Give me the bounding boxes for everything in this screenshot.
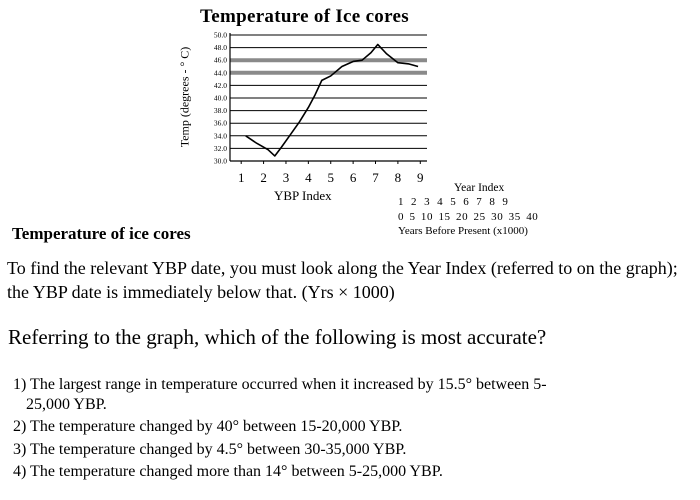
question-text: Referring to the graph, which of the following is most accurate?	[8, 325, 547, 349]
ybp-numbers: 0 5 10 15 20 25 30 35 40	[398, 211, 539, 223]
y-tick-label: 44.0	[213, 68, 227, 78]
answer-option-2[interactable]	[13, 417, 693, 437]
x-tick-label: 8	[394, 170, 402, 185]
answer-option-4-text: 4) The temperature changed more than 14° between 5-25,000 YBP.	[13, 463, 443, 480]
y-tick-label: 30.0	[213, 156, 227, 166]
answer-option-4[interactable]	[13, 462, 693, 482]
temperature-chart	[0, 0, 700, 240]
y-tick-label: 48.0	[213, 43, 227, 53]
x-tick-label: 6	[349, 170, 357, 185]
instruction-text: To find the relevant YBP date, you must look along the Year Index (referred to on the graph); the YBP date is immediately below that. (Yrs × 1000)	[7, 258, 678, 302]
year-index-title: Year Index	[454, 182, 505, 194]
y-tick-label: 36.0	[213, 118, 227, 128]
ybp-caption: Years Before Present (x1000)	[398, 225, 528, 237]
chart-title: Temperature of Ice cores	[200, 6, 409, 27]
answer-option-1-line1: 1) The largest range in temperature occurred when it increased by 15.5° between 5-	[13, 376, 547, 393]
y-axis-label: Temp (degrees - ° C)	[177, 46, 192, 148]
answer-option-3-text: 3) The temperature changed by 4.5° between 30-35,000 YBP.	[13, 441, 407, 458]
x-tick-labels	[238, 170, 424, 185]
answer-option-1[interactable]	[13, 375, 693, 415]
x-tick-label: 1	[237, 170, 245, 185]
y-tick-label: 34.0	[213, 131, 227, 141]
year-index-numbers: 1 2 3 4 5 6 7 8 9	[398, 196, 511, 208]
x-tick-label: 3	[282, 170, 290, 185]
y-tick-labels	[214, 31, 227, 166]
y-tick-label: 42.0	[213, 80, 227, 90]
answer-option-3[interactable]	[13, 440, 693, 460]
y-tick-label: 40.0	[213, 93, 227, 103]
x-tick-label: 9	[417, 170, 424, 185]
y-tick-label: 32.0	[213, 143, 227, 153]
x-tick-label: 2	[260, 170, 267, 185]
answer-option-2-text: 2) The temperature changed by 40° between 15-20,000 YBP.	[13, 418, 403, 435]
y-axis-label-wrap	[174, 32, 196, 162]
x-axis-label: YBP Index	[274, 188, 332, 203]
answer-option-1-line2: 25,000 YBP.	[26, 396, 107, 413]
x-tick-label: 5	[327, 170, 334, 185]
y-tick-label: 38.0	[213, 106, 227, 116]
figure-caption: Temperature of ice cores	[12, 224, 191, 243]
y-tick-label: 50.0	[213, 30, 227, 40]
x-tick-label: 7	[372, 170, 379, 185]
x-tick-label: 4	[305, 170, 312, 185]
y-tick-label: 46.0	[213, 55, 227, 65]
